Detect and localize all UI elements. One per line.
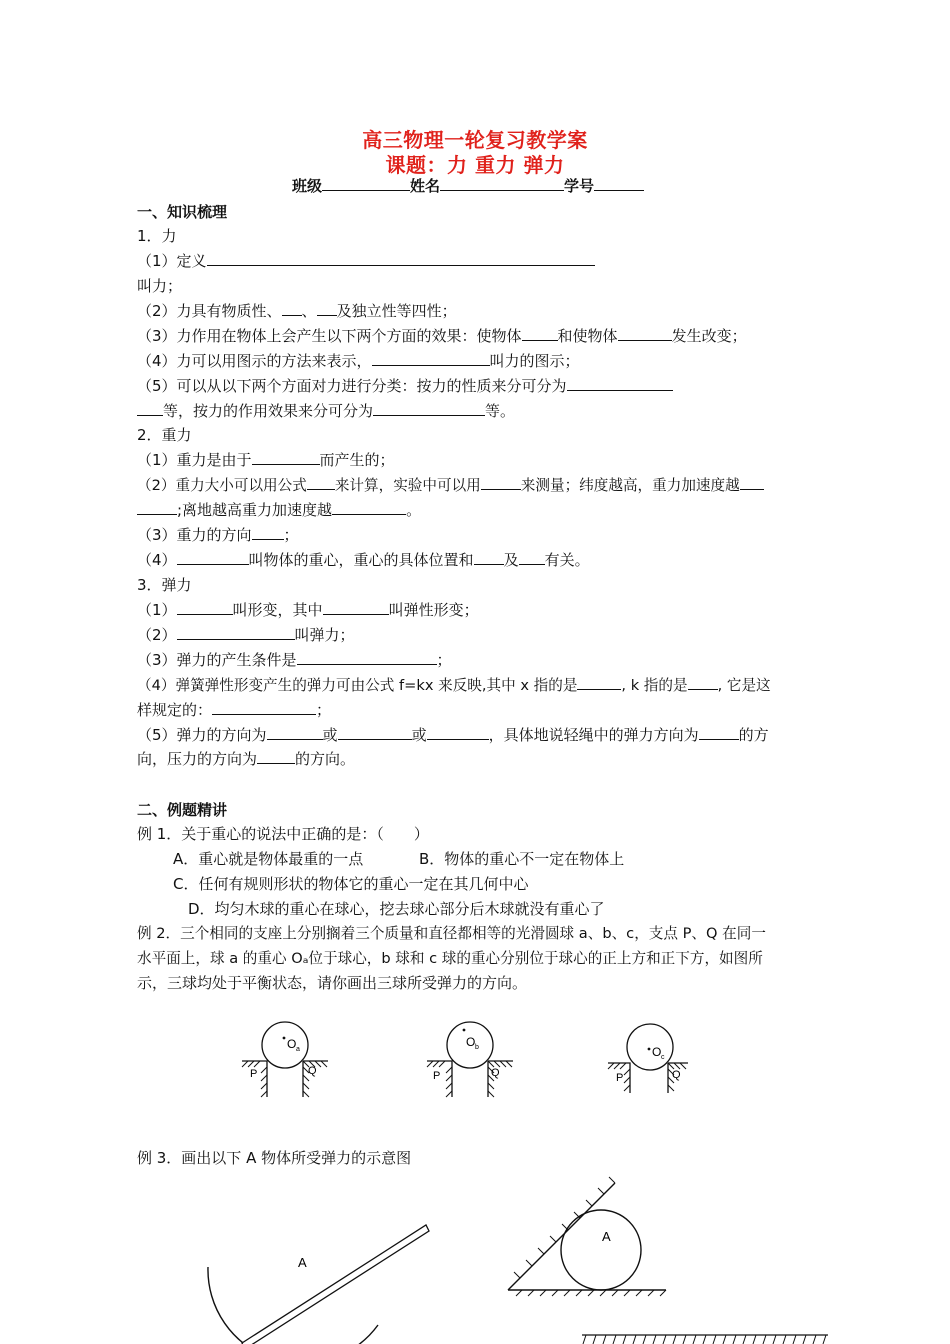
text: （1）重力是由于: [137, 451, 252, 469]
label-O: O: [652, 1045, 662, 1059]
answer-blank[interactable]: [338, 725, 412, 740]
section1-heading: 一、知识梳理: [137, 203, 228, 221]
example-2-line-3: 示，三球均处于平衡状态，请你画出三球所受弹力的方向。: [137, 974, 528, 992]
text: 样规定的：: [137, 701, 213, 719]
example-2-line-2: 水平面上，球 a 的重心 Oₐ位于球心，b 球和 c 球的重心分别位于球心的正上方和正下方，如图所: [137, 950, 763, 967]
text: 叫力的图示；: [489, 352, 580, 370]
text: ；: [436, 651, 452, 669]
text: （4）弹簧弹性形变产生的弹力可由公式 f=kx 来反映,其中 x 指的是: [137, 677, 578, 694]
label-P: P: [433, 1070, 441, 1082]
text: （5）可以从以下两个方面对力进行分类：按力的性质来分可分为: [137, 377, 567, 395]
text: （2）: [137, 626, 177, 644]
answer-blank[interactable]: [252, 525, 284, 540]
section2-heading: 二、例题精讲: [137, 801, 228, 819]
elastic-line-1: [137, 600, 479, 620]
label-b: b: [475, 1044, 479, 1051]
text: 叫弹力；: [294, 626, 355, 644]
label-A: A: [602, 1229, 611, 1244]
label-O: O: [466, 1035, 476, 1049]
bowl-and-rod-figure: [208, 1225, 429, 1344]
label-Q: Q: [491, 1067, 500, 1079]
answer-blank[interactable]: [740, 475, 764, 490]
answer-blank[interactable]: [474, 550, 504, 565]
example-2-figures: [230, 1015, 710, 1110]
text: 叫物体的重心，重心的具体位置和: [248, 551, 474, 569]
answer-blank[interactable]: [323, 600, 389, 615]
text: （3）弹力的产生条件是: [137, 651, 297, 669]
force-line-1: [137, 251, 595, 271]
answer-blank[interactable]: [212, 700, 316, 715]
label-Q: Q: [308, 1065, 317, 1077]
elastic-line-2: [137, 625, 355, 645]
text: （2）力具有物质性、: [137, 302, 282, 320]
text: 或: [411, 726, 427, 744]
elastic-line-5: [137, 725, 769, 745]
lesson-topic: 课题：力 重力 弹力: [385, 153, 565, 177]
bottom-surface-fragment: [582, 1335, 828, 1344]
text: 叫弹性形变；: [388, 601, 479, 619]
text: 及: [503, 551, 519, 569]
example-1-question: 例 1．关于重心的说法中正确的是：（ ）: [137, 825, 429, 843]
elastic-line-5b: [137, 749, 355, 769]
elastic-heading: 3．弹力: [137, 576, 192, 594]
answer-blank[interactable]: [307, 475, 335, 490]
text: （2）重力大小可以用公式: [137, 477, 307, 494]
text: 。: [406, 501, 422, 519]
gravity-line-1: [137, 450, 395, 470]
answer-blank[interactable]: [267, 725, 323, 740]
label-P: P: [616, 1072, 624, 1084]
text: （4）: [137, 551, 177, 569]
force-line-2: [137, 301, 457, 321]
text: 或: [322, 726, 338, 744]
text: ;离地越高重力加速度越: [177, 501, 333, 519]
text: , 它是这: [717, 677, 771, 694]
force-line-1b: 叫力；: [137, 277, 183, 295]
text: 来计算，实验中可以用: [334, 477, 481, 494]
answer-blank[interactable]: [207, 251, 595, 266]
answer-blank[interactable]: [332, 500, 406, 515]
answer-blank[interactable]: [282, 301, 302, 316]
ball-a: [262, 1022, 308, 1068]
page-title: 高三物理一轮复习教学案: [362, 128, 588, 152]
answer-blank[interactable]: [519, 550, 545, 565]
text: （3）重力的方向: [137, 526, 252, 544]
number-blank[interactable]: [594, 176, 644, 191]
answer-blank[interactable]: [427, 725, 489, 740]
example-3-question: 例 3．画出以下 A 物体所受弹力的示意图: [137, 1149, 412, 1167]
option-a: A．重心就是物体最重的一点: [173, 850, 364, 868]
gravity-line-3: [137, 525, 299, 545]
answer-blank[interactable]: [373, 401, 485, 416]
number-label: 学号: [564, 177, 595, 195]
text: 及独立性等四性；: [336, 302, 457, 320]
text: （3）力作用在物体上会产生以下两个方面的效果：使物体: [137, 327, 522, 345]
answer-blank[interactable]: [317, 301, 337, 316]
example-3-figures: [190, 1175, 850, 1344]
answer-blank[interactable]: [618, 326, 672, 341]
ball-A: [561, 1210, 641, 1290]
answer-blank[interactable]: [177, 600, 233, 615]
answer-blank[interactable]: [137, 401, 163, 416]
text: ；: [316, 701, 332, 719]
text: （1）定义: [137, 252, 207, 270]
gravity-heading: 2．重力: [137, 426, 192, 444]
ball-c: [627, 1024, 673, 1070]
text: （1）: [137, 601, 177, 619]
label-P: P: [250, 1068, 258, 1080]
elastic-line-4b: [137, 700, 331, 720]
text: 向，压力的方向为: [137, 750, 258, 768]
label-O: O: [287, 1037, 297, 1051]
text: 和使物体: [557, 327, 618, 345]
rod-A: [242, 1225, 429, 1344]
answer-blank[interactable]: [372, 351, 490, 366]
answer-blank[interactable]: [688, 675, 718, 690]
text: 发生改变；: [671, 327, 747, 345]
answer-blank[interactable]: [252, 450, 320, 465]
label-c: c: [661, 1054, 665, 1061]
option-b: B．物体的重心不一定在物体上: [419, 850, 625, 868]
text: , k 指的是: [621, 677, 688, 694]
name-blank[interactable]: [440, 176, 564, 191]
force-line-3: [137, 326, 747, 346]
text: 的方向。: [295, 750, 356, 768]
option-c: C．任何有规则形状的物体它的重心一定在其几何中心: [173, 875, 529, 893]
answer-blank[interactable]: [699, 725, 739, 740]
ball-on-wedge-figure: [508, 1177, 666, 1296]
text: （5）弹力的方向为: [137, 726, 267, 744]
answer-blank[interactable]: [177, 550, 249, 565]
answer-blank[interactable]: [522, 326, 558, 341]
text: 而产生的；: [319, 451, 395, 469]
answer-blank[interactable]: [481, 475, 521, 490]
name-label: 姓名: [410, 177, 441, 195]
elastic-line-4: [137, 675, 771, 696]
answer-blank[interactable]: [297, 650, 437, 665]
ball-a-figure: [242, 1022, 328, 1097]
text: 等，按力的作用效果来分可分为: [163, 402, 374, 420]
label-Q: Q: [672, 1069, 681, 1081]
class-blank[interactable]: [322, 176, 410, 191]
class-label: 班级: [292, 177, 323, 195]
gravity-line-4: [137, 550, 590, 570]
force-line-5b: [137, 401, 515, 421]
text: ；: [283, 526, 299, 544]
force-line-4: [137, 351, 580, 371]
ball-b-figure: [427, 1022, 513, 1097]
example-2-line-1: 例 2．三个相同的支座上分别搁着三个质量和直径都相等的光滑圆球 a、b、c，支点 P、Q 在同一: [137, 925, 766, 942]
text: （4）力可以用图示的方法来表示，: [137, 352, 372, 370]
text: 有关。: [544, 551, 590, 569]
answer-blank[interactable]: [177, 625, 295, 640]
answer-blank[interactable]: [577, 675, 621, 690]
option-d: D．均匀木球的重心在球心，挖去球心部分后木球就没有重心了: [188, 900, 605, 918]
gravity-line-2b: [137, 500, 421, 520]
text: ，具体地说轻绳中的弹力方向为: [488, 726, 699, 744]
student-info-line: [292, 176, 644, 196]
label-a: a: [296, 1046, 300, 1053]
answer-blank[interactable]: [257, 749, 295, 764]
text: 叫形变，其中: [232, 601, 323, 619]
text: 、: [301, 302, 317, 320]
elastic-line-3: [137, 650, 452, 670]
force-line-5: [137, 376, 673, 396]
answer-blank[interactable]: [567, 376, 673, 391]
label-A: A: [298, 1255, 307, 1270]
force-heading: 1．力: [137, 227, 177, 245]
text: 来测量；纬度越高，重力加速度越: [520, 477, 740, 494]
ball-c-figure: [608, 1024, 688, 1093]
text: 等。: [485, 402, 516, 420]
answer-blank[interactable]: [137, 500, 177, 515]
gravity-line-2: [137, 475, 764, 496]
text: 的方: [738, 726, 769, 744]
